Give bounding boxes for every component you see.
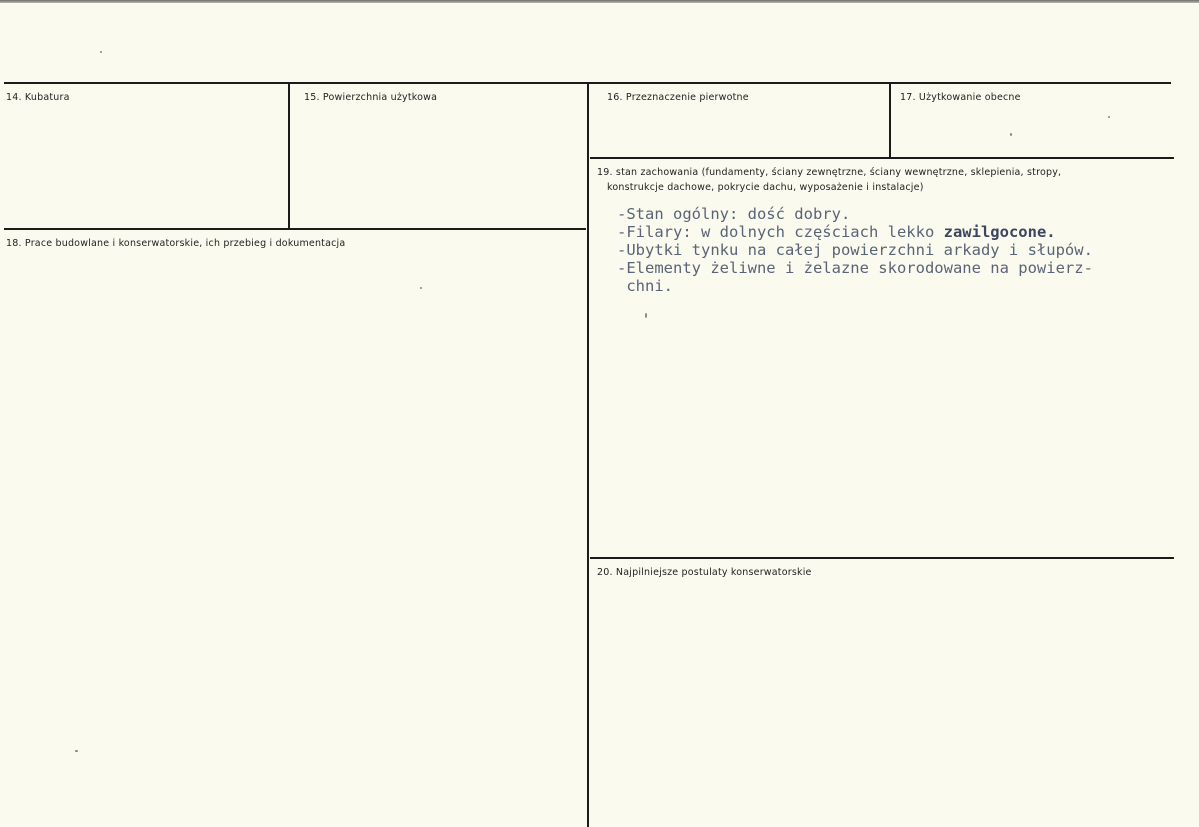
field-20-label: 20. Najpilniejsze postulaty konserwatorskie [597, 567, 812, 578]
field-17-label: 17. Użytkowanie obecne [900, 92, 1021, 103]
paper-speck [1010, 133, 1012, 136]
field-18-label: 18. Prace budowlane i konserwatorskie, ich przebieg i dokumentacja [6, 238, 346, 249]
column-divider-left [288, 82, 290, 230]
paper-speck [645, 313, 647, 318]
field-16-label: 16. Przeznaczenie pierwotne [607, 92, 749, 103]
field-19-typed-notes [617, 205, 1093, 295]
field-19-label-line1: 19. stan zachowania (fundamenty, ściany zewnętrzne, ściany wewnętrzne, sklepienia, stropy, [597, 167, 1062, 178]
paper-speck [75, 750, 78, 752]
scan-top-edge [0, 0, 1199, 3]
typed-line-pillars-emphasis: zawilgocone. [943, 223, 1056, 241]
typed-line-iron-elements: -Elementy żeliwne i żelazne skorodowane na powierz- [617, 259, 1093, 277]
row-divider-left-mid [4, 228, 586, 230]
row-divider-right-lower [590, 557, 1174, 559]
typed-line-pillars [617, 223, 1093, 241]
field-15-label: 15. Powierzchnia użytkowa [304, 92, 438, 103]
paper-speck [1108, 116, 1110, 118]
typed-line-pillars-text: -Filary: w dolnych częściach lekko [617, 223, 944, 241]
paper-speck [420, 287, 422, 289]
paper-speck [100, 51, 102, 53]
typed-line-plaster: -Ubytki tynku na całej powierzchni arkady i słupów. [617, 241, 1093, 259]
field-14-label: 14. Kubatura [6, 92, 70, 103]
column-divider-right [889, 82, 891, 159]
row-divider-right-upper [590, 157, 1174, 159]
typed-line-general: -Stan ogólny: dość dobry. [617, 205, 851, 223]
column-divider-main [587, 82, 589, 827]
typed-line-iron-elements-cont: chni. [617, 277, 673, 295]
field-19-label-line2: konstrukcje dachowe, pokrycie dachu, wyposażenie i instalacje) [607, 182, 924, 193]
